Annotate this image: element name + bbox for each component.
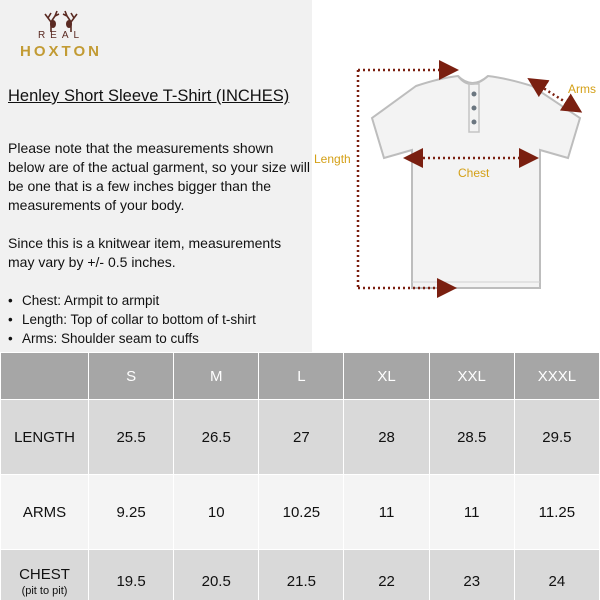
table-cell: 29.5 [514,400,599,475]
table-cell: 21.5 [259,550,344,600]
table-header-m: M [174,353,259,400]
table-cell: 26.5 [174,400,259,475]
knitwear-note: Since this is a knitwear item, measurements may vary by +/- 0.5 inches. [8,235,282,270]
description-column [0,0,312,352]
table-header-xl: XL [344,353,429,400]
row-label-chest [1,550,89,600]
table-cell: 27 [259,400,344,475]
table-header-blank [1,353,89,400]
table-header-xxxl: XXXL [514,353,599,400]
measurement-note: Please note that the measurements shown below are of the actual garment, so your size will be one that is a few inches bigger than the measurements of your body. [8,140,310,213]
size-chart-table [0,352,600,600]
table-cell: 28.5 [429,400,514,475]
arms-label: Arms [568,82,596,96]
table-cell: 10.25 [259,475,344,550]
bullet-chest: • Chest: Armpit to armpit [8,291,312,310]
table-cell: 10 [174,475,259,550]
table-cell: 20.5 [174,550,259,600]
table-row [1,475,600,550]
table-header-row [1,353,600,400]
table-cell: 25.5 [89,400,174,475]
table-header-xxl: XXL [429,353,514,400]
bullet-length: • Length: Top of collar to bottom of t-shirt [8,310,312,329]
length-label: Length [314,152,351,166]
measurement-definitions [8,291,312,348]
table-cell: 11 [344,475,429,550]
table-cell: 9.25 [89,475,174,550]
row-label-length: LENGTH [1,400,89,475]
table-header-s: S [89,353,174,400]
table-row [1,400,600,475]
table-cell: 19.5 [89,550,174,600]
table-cell: 22 [344,550,429,600]
table-cell: 11.25 [514,475,599,550]
table-cell: 24 [514,550,599,600]
row-label-chest-text: CHEST [19,566,70,583]
table-cell: 23 [429,550,514,600]
brand-name: HOXTON [20,43,102,60]
table-cell: 28 [344,400,429,475]
row-label-arms: ARMS [1,475,89,550]
bullet-arms: • Arms: Shoulder seam to cuffs [8,329,312,348]
chest-label: Chest [458,166,490,180]
tshirt-illustration [312,50,600,300]
brand-top: REAL [37,30,85,41]
tshirt-diagram [312,50,600,300]
table-cell: 11 [429,475,514,550]
brand-logo [6,6,116,62]
table-header-l: L [259,353,344,400]
table-row [1,550,600,600]
row-label-chest-sub: (pit to pit) [21,585,68,597]
document-title: Henley Short Sleeve T-Shirt (INCHES) [8,87,290,105]
